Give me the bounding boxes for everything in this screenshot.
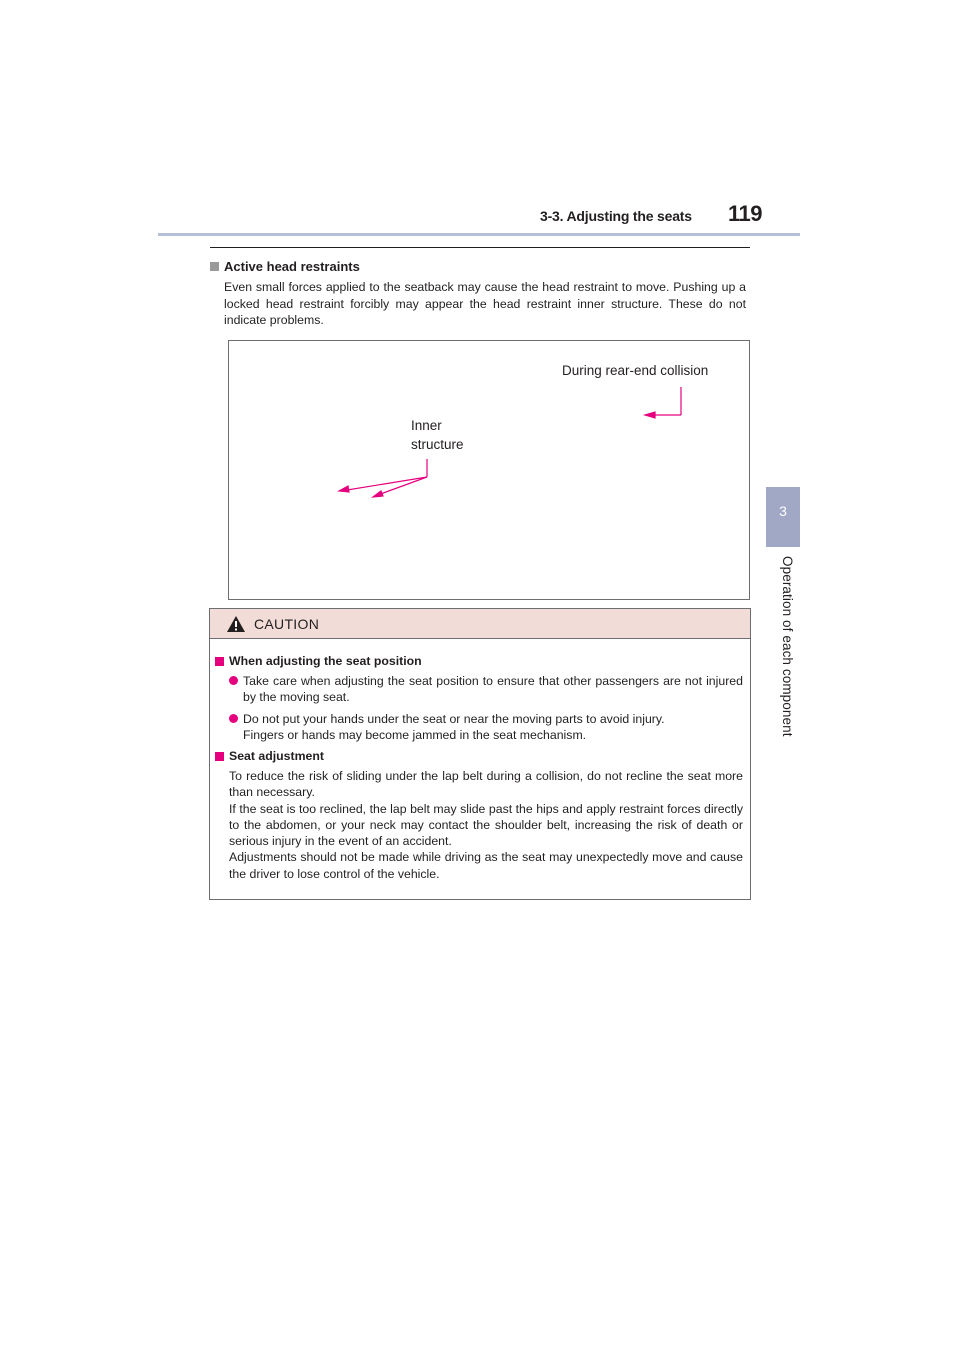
header-rule (158, 233, 800, 236)
caution-paragraphs (229, 768, 743, 882)
caution-header (210, 609, 750, 639)
callout-lines (229, 341, 751, 601)
section-heading-text: Active head restraints (224, 259, 360, 274)
caution-heading-text: Seat adjustment (229, 749, 324, 763)
inner-structure-label-line2: structure (411, 437, 464, 452)
section-body: Even small forces applied to the seatback may cause the head restraint to move. Pushing up a locked head restraint forcibly may appear the head restraint inner structure. These do not indicate problems. (224, 280, 746, 327)
chapter-number: 3 (779, 503, 787, 519)
chapter-tab[interactable] (766, 487, 800, 547)
caution-bullet-text: Fingers or hands may become jammed in the seat mechanism. (243, 728, 587, 743)
section-title: 3-3. Adjusting the seats (540, 208, 692, 224)
caution-box (209, 608, 751, 900)
caution-bullet-text: Do not put your hands under the seat or near the moving parts to avoid injury. (243, 712, 665, 726)
caution-title: CAUTION (254, 615, 320, 632)
caution-bullet-text: Take care when adjusting the seat position to ensure that other passengers are not injured by the moving seat. (243, 674, 743, 705)
head-restraint-figure (228, 340, 750, 600)
chapter-label: Operation of each component (780, 556, 795, 737)
round-bullet-icon (229, 714, 238, 723)
warning-triangle-icon (226, 615, 246, 633)
inner-structure-label (411, 416, 464, 454)
square-bullet-icon (215, 752, 224, 761)
caution-heading-seat-position (215, 653, 422, 669)
square-bullet-icon (215, 657, 224, 666)
inner-structure-label-line1: Inner (411, 418, 442, 433)
section-divider (210, 247, 750, 248)
caution-heading-seat-adjustment (215, 748, 324, 764)
caution-bullet-1 (229, 673, 743, 706)
caution-paragraph: If the seat is too reclined, the lap belt may slide past the hips and apply restraint forces directly to the abdomen, or your neck may contact the shoulder belt, increasing the risk of death or serious injury in the event of an accident. (229, 801, 743, 849)
round-bullet-icon (229, 676, 238, 685)
page-number: 119 (728, 201, 762, 226)
caution-paragraph: To reduce the risk of sliding under the lap belt during a collision, do not recline the seat more than necessary. (229, 769, 743, 800)
caution-heading-text: When adjusting the seat position (229, 654, 422, 668)
caution-bullet-2 (229, 711, 743, 744)
caution-paragraph: Adjustments should not be made while driving as the seat may unexpectedly move and cause the driver to lose control of the vehicle. (229, 850, 743, 881)
square-bullet-icon (210, 262, 219, 271)
section-heading (210, 259, 360, 274)
collision-label: During rear-end collision (562, 363, 709, 378)
